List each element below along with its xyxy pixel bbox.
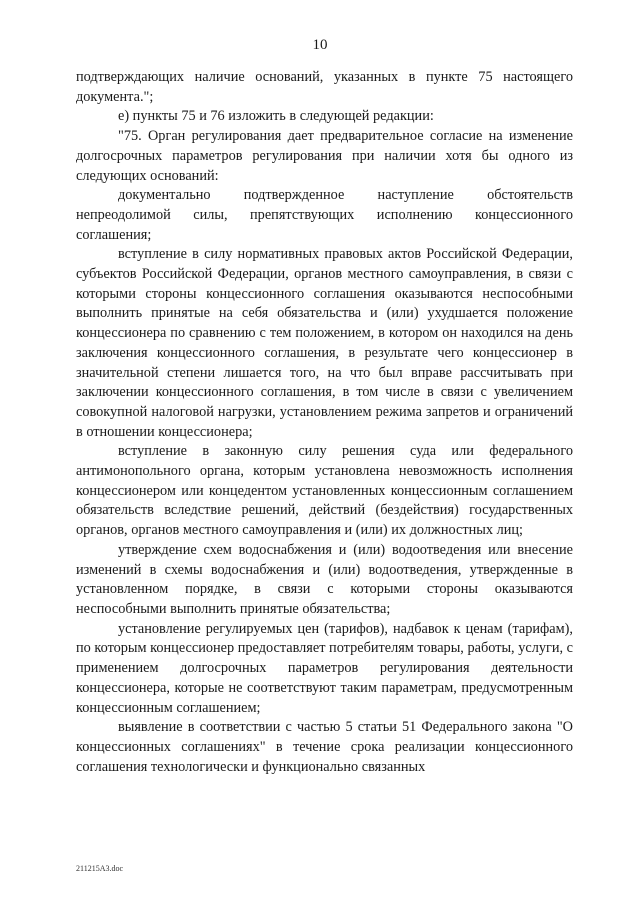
page-number: 10 (312, 37, 328, 53)
document-footer: 211215A3.doc (76, 864, 124, 873)
document-body (76, 68, 573, 777)
paragraph-continuation: подтверждающих наличие оснований, указанных в пункте 75 настоящего документа."; (76, 69, 573, 105)
paragraph-75-intro: "75. Орган регулирования дает предварительное согласие на изменение долгосрочных параметров регулирования при наличии хотя бы одного из следующих оснований: (76, 128, 573, 184)
paragraph-item-e: е) пункты 75 и 76 изложить в следующей редакции: (118, 108, 434, 125)
paragraph-federal-law: выявление в соответствии с частью 5 статьи 51 Федерального закона "О концессионных соглашениях" в течение срока реализации концессионного соглашения технологически и функционально связанных (76, 719, 573, 775)
paragraph-tariffs: установление регулируемых цен (тарифов), надбавок к ценам (тарифам), по которым концессионер предоставляет потребителям товары, работы, услуги, с применением долгосрочных параметров регулирования деятельности концессионера, которые не соответствуют таким параметрам, предусмотренным концессионным соглашением; (76, 620, 573, 716)
paragraph-water-schemes: утверждение схем водоснабжения и (или) водоотведения или внесение изменений в схемы водоснабжения и (или) водоотведения, утвержденные в установленном порядке, в связи с которыми стороны оказываются неспособными выполнить принятые обязательства; (76, 541, 573, 617)
paragraph-court-decision: вступление в законную силу решения суда или федерального антимонопольного органа, которым установлена невозможность исполнения концессионером или концедентом установленных концессионным соглашением обязательств вследствие решений, действий (бездействия) государственных органов, органов местного самоуправления и (или) их должностных лиц; (76, 443, 573, 539)
paragraph-force-majeure: документально подтвержденное наступление обстоятельств непреодолимой силы, препятствующих исполнению концессионного соглашения; (76, 187, 573, 243)
paragraph-normative-acts: вступление в силу нормативных правовых актов Российской Федерации, субъектов Российской Федерации, органов местного самоуправления, в связи с которыми стороны концессионного соглашения оказываются неспособными выполнить принятые на себя обязательства и (или) ухудшается положение концессионера по сравнению с тем положением, в котором он находился на день заключения концессионного соглашения, в результате чего концессионер в значительной степени лишается того, на что был вправе рассчитывать при заключении концессионного соглашения, в том числе в связи с увеличением совокупной налоговой нагрузки, установлением режима запретов и ограничений в отношении концессионера; (76, 246, 573, 440)
